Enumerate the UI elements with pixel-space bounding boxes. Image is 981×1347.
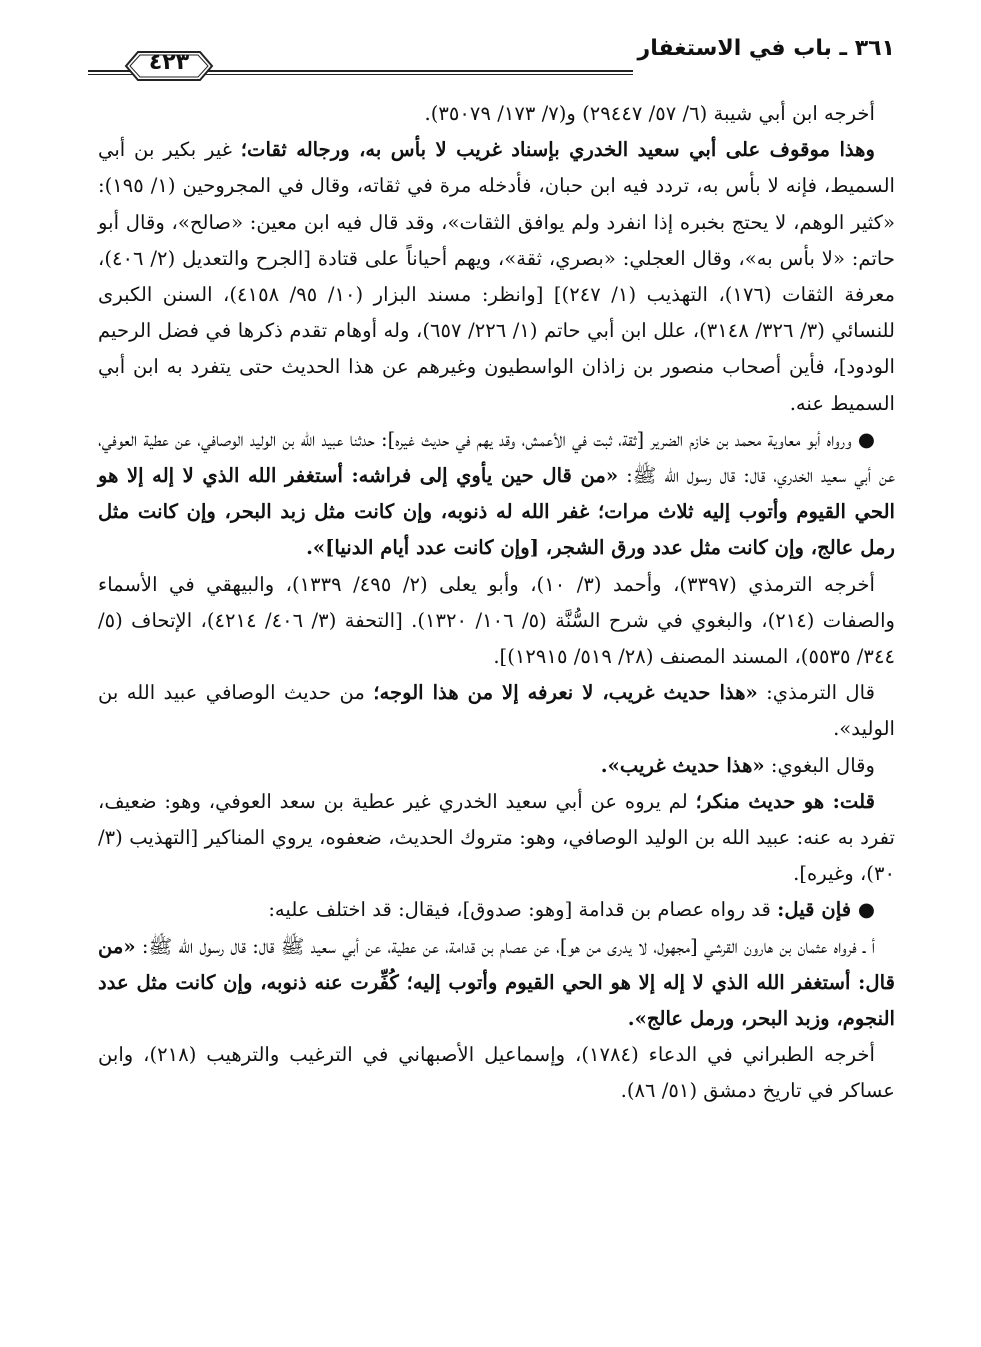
page-number: ٤٢٣ (148, 50, 190, 75)
hadith-text: «من قال: أستغفر الله الذي لا إله إلا هو الحي القيوم وأتوب إليه؛ كُفِّرت عنه ذنوبه، وإن كانت مثل عدد النجوم، وزبد البحر، ورمل عالج». (98, 934, 895, 1031)
paragraph-3 (98, 422, 895, 567)
paragraph-5 (98, 675, 895, 747)
body-text: قال الترمذي: (757, 681, 875, 705)
bold-text: ● فإن قيل: (777, 898, 875, 922)
chapter-title: ٣٦١ ـ باب في الاستغفار (637, 36, 895, 61)
bold-text: قلت: هو حديث منكر؛ (695, 789, 875, 813)
paragraph-1: أخرجه ابن أبي شيبة (٦/ ٥٧/ ٢٩٤٤٧) و(٧/ ١٧٣/ ٣٥٠٧٩). (424, 102, 875, 125)
paragraph-6 (98, 748, 895, 784)
paragraph-4: أخرجه الترمذي (٣٣٩٧)، وأحمد (٣/ ١٠)، وأبو يعلى (٢/ ٤٩٥/ ١٣٣٩)، والبيهقي في الأسماء والصفات (٢١٤)، والبغوي في شرح السُّنَّة (٥/ ١٠٦/ ١٣٢٠). [التحفة (٣/ ٤٠٦/ ٤٢١٤)، الإتحاف (٥/ ٣٤٤/ ٥٥٣٥)، المسند المصنف (٢٨/ ٥١٩/ ١٢٩١٥)]. (98, 572, 896, 669)
body-text: أ ـ فرواه عثمان بن هارون القرشي [مجهول، لا يدرى من هو]، عن عصام بن قدامة، عن عطية، عن أبي سعيد ﷺ قال: قال رسول الله ﷺ: (135, 934, 875, 958)
bold-text: وهذا موقوف على أبي سعيد الخدري بإسناد غريب لا بأس به، ورجاله ثقات؛ (240, 138, 875, 162)
page-header (88, 30, 895, 80)
header-rule-left-thin (88, 74, 110, 75)
paragraph-8 (98, 892, 895, 928)
main-text (98, 96, 895, 1110)
body-text: من حديث الوصافي عبيد الله بن الوليد». (98, 681, 895, 741)
body-text: غير بكير بن أبي السميط، فإنه لا بأس به، تردد فيه ابن حبان، فأدخله مرة في ثقاته، وقال في المجروحين (١/ ١٩٥): «كثير الوهم، لا يحتج بخبره إذا انفرد ولم يوافق الثقات»، وقد قال فيه ابن معين: «صالح»، وقال أبو حاتم: «لا بأس به»، وقال العجلي: «بصري، ثقة»، ويهم أحياناً على قتادة [الجرح والتعديل (٢/ ٤٠٦)، معرفة الثقات (١٧٦)، التهذيب (١/ ٢٤٧)] [وانظر: مسند البزار (١٠/ ٩٥/ ٤١٥٨)، السنن الكبرى للنسائي (٣/ ٣٢٦/ ٣١٤٨)، علل ابن أبي حاتم (١/ ٢٢٦/ ٦٥٧)، وله أوهام تقدم ذكرها في فضل الرحيم الودود]، فأين أصحاب منصور بن زاذان الواسطيون وغيرهم عن هذا الحديث حتى يتفرد به ابن أبي السميط عنه. (98, 138, 895, 415)
body-text: وقال البغوي: (764, 753, 875, 777)
bold-text: «هذا حديث غريب، لا نعرفه إلا من هذا الوجه؛ (373, 681, 758, 705)
body-text: ● ورواه أبو معاوية محمد بن خازم الضرير [ثقة، ثبت في الأعمش، وقد يهم في حديث غيره]: حدثنا عبيد الله بن الوليد الوصافي، عن عطية العوفي، عن أبي سعيد الخدري، قال: قال رسول الله ﷺ: (98, 427, 895, 488)
paragraph-10: أخرجه الطبراني في الدعاء (١٧٨٤)، وإسماعيل الأصبهاني في الترغيب والترهيب (٢١٨)، وابن عساكر في تاريخ دمشق (٥١/ ٨٦). (98, 1043, 895, 1103)
hadith-text: «من قال حين يأوي إلى فراشه: أستغفر الله الذي لا إله إلا هو الحي القيوم وأتوب إليه ثلاث مرات؛ غفر الله له ذنوبه، وإن كانت مثل زبد البحر، وإن كانت مثل رمل عالج، وإن كانت مثل عدد ورق الشجر، [وإن كانت عدد أيام الدنيا]». (98, 464, 895, 560)
paragraph-2 (98, 132, 895, 422)
paragraph-7 (98, 784, 895, 893)
bold-text: «هذا حديث غريب». (600, 753, 765, 777)
page-number-frame (116, 48, 222, 84)
body-text: لم يروه عن أبي سعيد الخدري غير عطية بن سعد العوفي، وهو: ضعيف، تفرد به عنه: عبيد الله بن الوليد الوصافي، وهو: متروك الحديث، ضعفوه، يروي المناكير [التهذيب (٣/ ٣٠)، وغيره]. (98, 789, 895, 886)
paragraph-9 (98, 929, 895, 1038)
body-text: قد رواه عصام بن قدامة [وهو: صدوق]، فيقال: قد اختلف عليه: (268, 898, 778, 922)
header-rule-left-thick (88, 70, 110, 72)
